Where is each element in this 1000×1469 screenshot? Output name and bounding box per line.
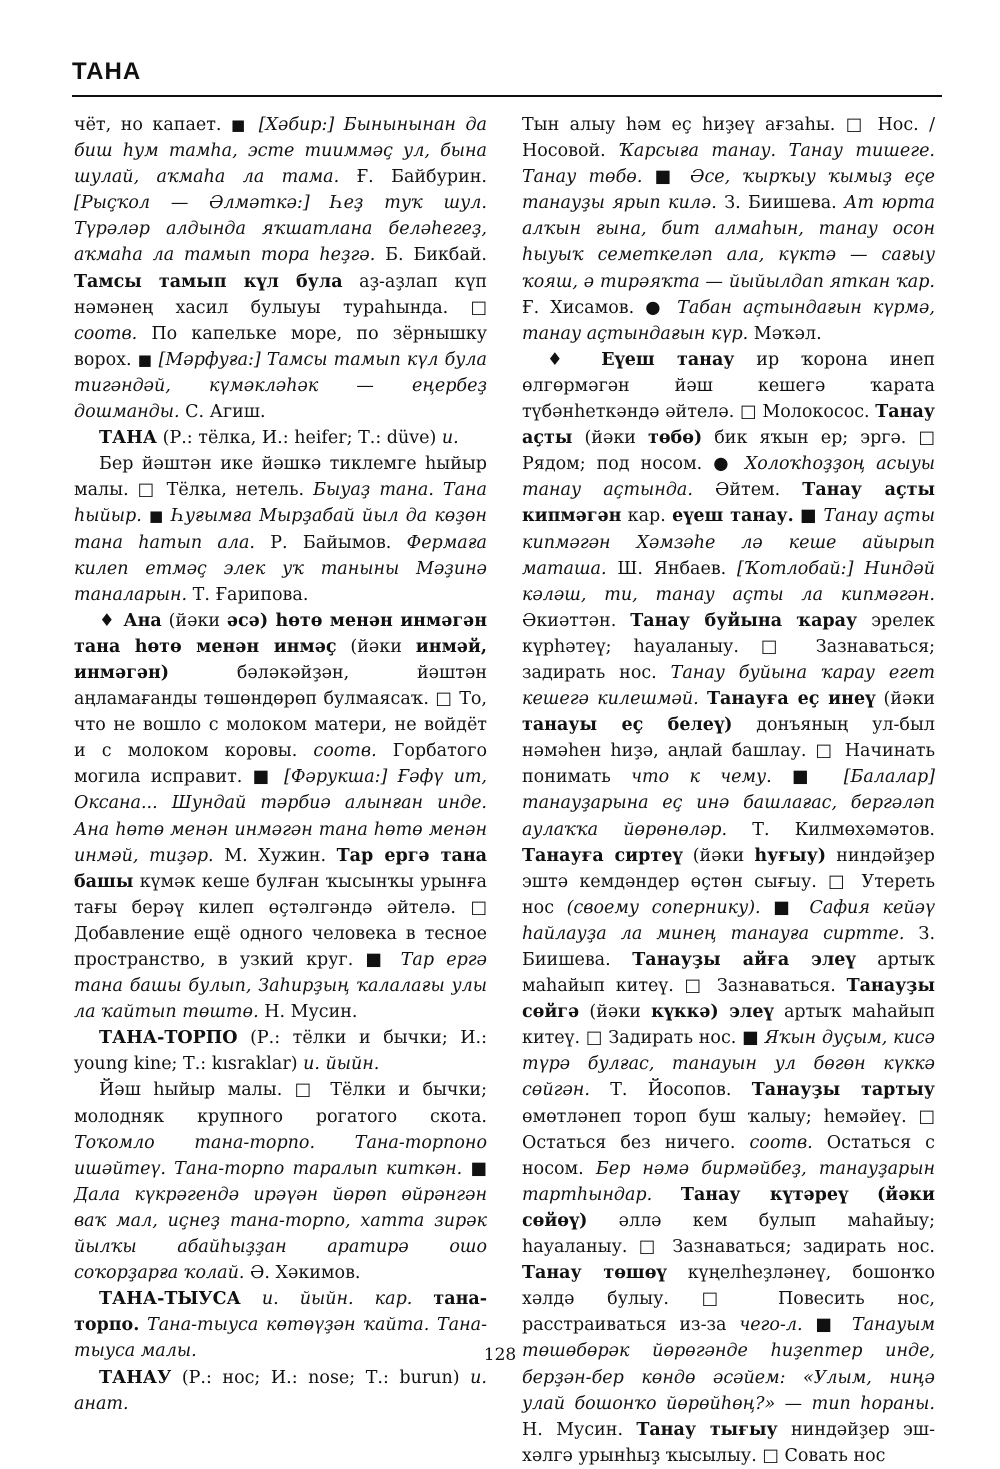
- entry-headword-tana-tyusa: ТАНА-ТЫУСА и. йыйн. кар. тана-торпо. Тана-тыуса көтөүҙән ҡайта. Тана-тыуса малы.: [74, 1289, 487, 1362]
- entry-headword-tana: ТАНА (Р.: тёлка, И.: heifer; Т.: düve) и.: [99, 428, 459, 449]
- entry-phrases: ♦ Еүеш танау ир ҡорона инеп өлгөрмәгән йәш кешегә ҡарата түбәнһеткәндә әйтелә. □ Молокосос. Танау аҫты (йәки төбө) бик яҡын ер; эргә. □ Рядом; под носом. ● Холоҡһоҙҙоң асыуы танау аҫтында. Әйтем. Танау аҫты кипмәгән кар. еүеш танау. ■ Танау аҫты кипмәгән Хәмзәһе лә кеше айырып маташа. Ш. Янбаев. [Ҡотлобай:] Ниндәй кәләш, ти, танау аҫты ла кипмәгән. Әкиәттән. Танау буйына ҡарау эрелек күрһәтеү; һауаланыу. □ Зазнаваться; задирать нос. Танау буйына ҡарау егет кешегә килешмәй. Танауға еҫ инеү (йәки танауы еҫ белеү) донъяның ул-был нәмәһен һиҙә, аңлай башлау. □ Начинать понимать что к чему. ■ [Балалар] танауҙарына еҫ инә башлағас, бергәләп аулаҡҡа йөрөнөләр. Т. Килмөхәмәтов. Танауға сиртеү (йәки һуғыу) ниндәйҙер эштә кемдәндер өҫтөн сығыу. □ Утереть нос (своему сопернику). ■ Сафия кейәү һайлауҙа ла минең танауға сиртте. З. Биишева. Танауҙы айға элеү артыҡ маһайып китеү. □ Зазнаваться. Танауҙы сөйгә (йәки күккә) элеү артыҡ маһайып китеү. □ Задирать нос. ■ Яҡын дуҫым, кисә түрә булғас, танауын ул бөгөн күккә сөйгән. Т. Йосопов. Танауҙы тартыу өмөтләнеп тороп буш ҡалыу; һемәйеү. □ Остаться без ничего. соотв. Остаться с носом. Бер нәмә бирмәйбеҙ, танауҙарын тартһындар. Танау күтәреү (йәки сөйөү) әллә кем булып маһайыу; һауаланыу. □ Зазнаваться; задирать нос. Танау төшөү күңелһеҙләнеү, бошонҡо хәлдә булыу. □ Повесить нос, расстраиваться из-за чего-л. ■ Танауым төшөбөрәк йөрөгәнде һиҙептер инде, берҙән-бер көндө әсәйем: «Улым, ниңә улай бошонҡо йөрөйһөң?» — тип һораны. Н. Мусин. Танау тығыу ниндәйҙер эш-хәлгә урынһыҙ ҡысылыу. □ Совать нос: [522, 349, 936, 1466]
- entry-definition: Тын алыу һәм еҫ һиҙеү ағзаһы. □ Нос. / Носовой. Ҡарсыға танау. Танау тишеге. Танау төбө. ■ Әсе, ҡырҡыу ҡымыҙ еҫе танауҙы ярып килә. З. Биишева. Ат юрта алҡын ғына, бит алмаһын, танау осон һыуыҡ семеткеләп ала, күктә — сағыу ҡояш, ә тирәяҡта — йыйылдап яткан ҡар. Ғ. Хисамов. ● Табан аҫтындағын күрмә, танау аҫтындағын күр. Мәҡәл.: [522, 115, 935, 344]
- left-column: [74, 112, 487, 1417]
- page-number: 128: [483, 1345, 517, 1365]
- entry-headword-tana-torpo: ТАНА-ТОРПО (Р.: тёлки и бычки; И.: young kine; Т.: kısraklar) и. йыйн.: [74, 1028, 487, 1075]
- running-head: ТАНА: [72, 58, 142, 85]
- entry-phrases: ♦ Ана (йәки әсә) һөтө менән инмәгән тана һөтө менән инмәҫ (йәки инмәй, инмәгән) бәләкәйҙән, йәштән аңламағанды төшөндөрөп булмаясаҡ. □ То, что не вошло с молоком матери, не войдёт и с молоком коровы. соотв. Горбатого могила исправит. ■ [Фәрукша:] Ғәфү ит, Оксана... Шундай тәрбиә алынған инде. Ана һөтө менән инмәгән тана һөтө менән инмәй, тиҙәр. М. Хужин. Тар ергә тана башы күмәк кеше булған ҡысынҡы урынға тағы берәү килеп өҫтәлгәндә әйтелә. □ Добавление ещё одного человека в тесное пространство, в узкий круг. ■ Тар ергә тана башы булып, Заһирҙың ҡалалағы улы ла ҡайтып төштө. Н. Мусин.: [74, 610, 487, 1023]
- entry-definition: Йәш һыйыр малы. □ Тёлки и бычки; молодняк крупного рогатого скота. Тоҡомло тана-торпо. Тана-торпоно ишәйтеү. Тана-торпо таралып киткән. ■ Дала күкрәгендә ирәүән йөрөп өйрәнгән ваҡ мал, иҫнеҙ тана-торпо, хатта зирәк йылҡы абайһыҙҙан аратирә ошо соҡорҙарға ҡолай. Ә. Хәкимов.: [74, 1080, 487, 1284]
- entry-definition: Бер йәштән ике йәшкә тиклемге һыйыр малы. □ Тёлка, нетель. Быуаҙ тана. Тана һыйыр. ■ Һуғымға Мырҙабай йыл да көҙөн тана һатып ала. Р. Байымов. Фермаға килеп етмәҫ элек уҡ таныны Мәҙинә таналарын. Т. Ғарипова.: [74, 454, 487, 605]
- entry-headword-tanau: ТАНАУ (Р.: нос; И.: nose; Т.: burun) и. анат.: [74, 1367, 487, 1414]
- right-column: [522, 112, 935, 1469]
- entry-continuation: чёт, но капает. ■ [Хәбир:] Бынынынан да биш һум тамһа, эсте тииммәҫ ул, бына шулай, аҡмаһа ла тама. Ғ. Байбурин. [Рыҫҡол — Әлмәткә:] Һеҙ туҡ шул. Түрәләр алдында яҡшатлана беләһегеҙ, аҡмаһа ла тамып тора һеҙгә. Б. Бикбай. Тамсы тамып күл була аҙ-аҙлап күп нәмәнең хасил булыуы тураһында. □ соотв. По капельке море, по зёрнышку ворох. ■ [Мәрфуға:] Тамсы тамып күл була тигәндәй, күмәкләһәк — еңербеҙ дошманды. С. Агиш.: [74, 115, 488, 423]
- header-rule: [72, 95, 942, 97]
